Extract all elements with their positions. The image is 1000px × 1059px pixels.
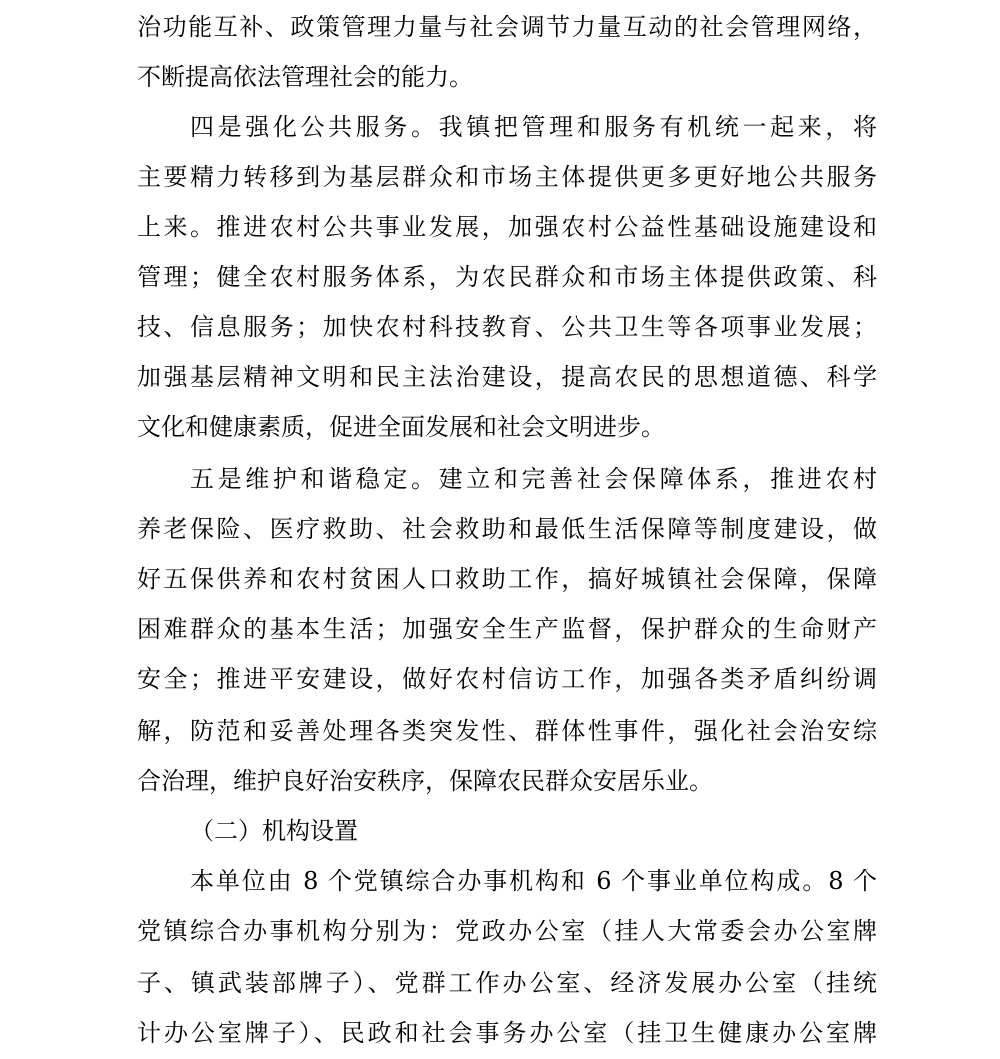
body-line: 困难群众的基本生活；加强安全生产监督，保护群众的生命财产 <box>137 615 877 643</box>
paragraph-first-line: 本单位由 8 个党镇综合办事机构和 6 个事业单位构成。8 个 <box>190 867 877 895</box>
body-line: 技、信息服务；加快农村科技教育、公共卫生等各项事业发展； <box>137 313 877 341</box>
body-line: 解，防范和妥善处理各类突发性、群体性事件，强化社会治安综 <box>137 717 877 745</box>
body-line: 主要精力转移到为基层群众和市场主体提供更多更好地公共服务 <box>137 163 877 191</box>
body-line: 养老保险、医疗救助、社会救助和最低生活保障等制度建设，做 <box>137 515 877 543</box>
body-line: 加强基层精神文明和民主法治建设，提高农民的思想道德、科学 <box>137 363 877 391</box>
body-line: 合治理，维护良好治安秩序，保障农民群众安居乐业。 <box>137 767 713 795</box>
body-line: 党镇综合办事机构分别为：党政办公室（挂人大常委会办公室牌 <box>137 917 877 945</box>
body-line: 好五保供养和农村贫困人口救助工作，搞好城镇社会保障，保障 <box>137 565 877 593</box>
section-heading: （二）机构设置 <box>190 817 358 845</box>
body-line: 治功能互补、政策管理力量与社会调节力量互动的社会管理网络， <box>137 13 877 41</box>
body-line: 计办公室牌子）、民政和社会事务办公室（挂卫生健康办公室牌 <box>137 1019 877 1047</box>
body-line: 子、镇武装部牌子）、党群工作办公室、经济发展办公室（挂统 <box>137 969 877 997</box>
body-line: 文化和健康素质，促进全面发展和社会文明进步。 <box>137 413 665 441</box>
paragraph-first-line: 四是强化公共服务。我镇把管理和服务有机统一起来，将 <box>190 113 877 141</box>
body-line: 安全；推进平安建设，做好农村信访工作，加强各类矛盾纠纷调 <box>137 665 877 693</box>
body-line: 管理；健全农村服务体系，为农民群众和市场主体提供政策、科 <box>137 263 877 291</box>
body-line: 上来。推进农村公共事业发展，加强农村公益性基础设施建设和 <box>137 213 877 241</box>
paragraph-first-line: 五是维护和谐稳定。建立和完善社会保障体系，推进农村 <box>190 465 877 493</box>
body-line: 不断提高依法管理社会的能力。 <box>137 63 473 91</box>
